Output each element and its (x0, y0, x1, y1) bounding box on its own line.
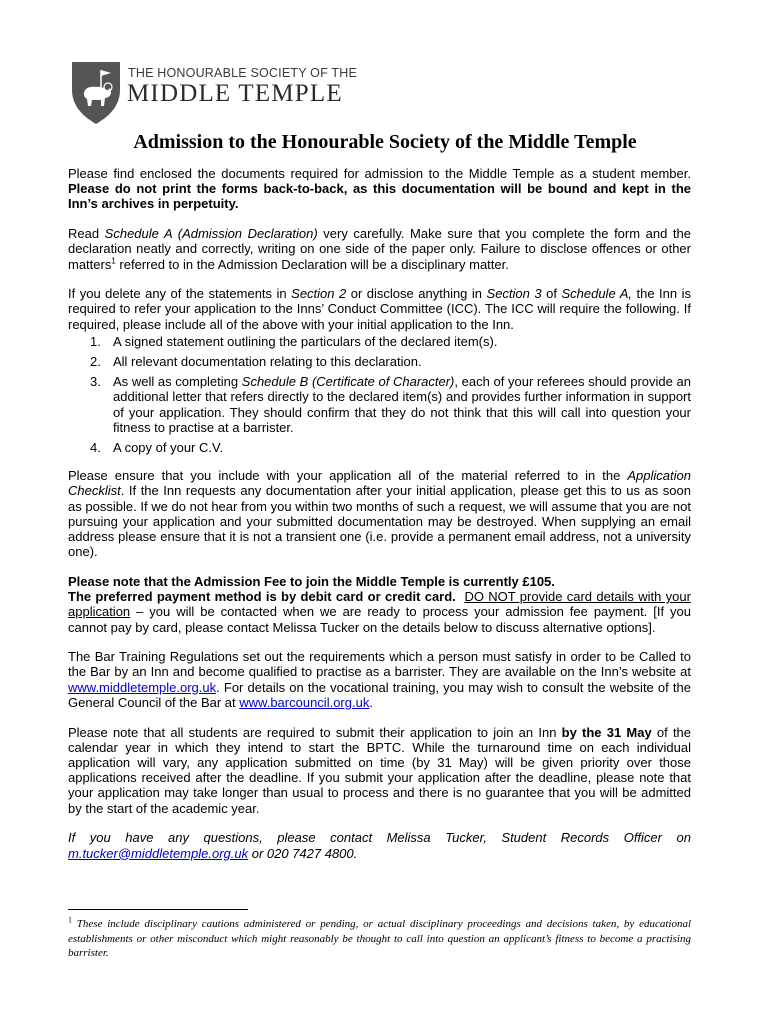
schedule-a-paragraph: Read Schedule A (Admission Declaration) very carefully. Make sure that you complete the form and the declaration neatly and correctly, writing on one side of the paper only. Failure to disclose offences or other matters$^1$ referred to in the Admission Declaration will be a disciplinary matter. (68, 226, 691, 272)
icc-paragraph: If you delete any of the statements in Section 2 or disclose anything in Section 3 of Schedule A, the Inn is required to refer your application to the Inns’ Conduct Committee (ICC). The ICC will require the following. If required, please include all of the above with your initial application to the Inn. (68, 286, 692, 332)
page-title: Admission to the Honourable Society of the Middle Temple (133, 131, 637, 153)
footnote: $^1$ These include disciplinary cautions administered or pending, or actual disciplinary proceedings and decisions taken, by educational establishments or other misconduct which might reasonably be thought to call into question an applicant’s fitness to become a practising barrister. (68, 915, 691, 959)
list-item: 4. A copy of your C.V. (90, 440, 224, 456)
email-link[interactable]: m.tucker@middletemple.org.uk (68, 845, 249, 861)
requirements-list (68, 334, 691, 455)
intro-paragraph: Please find enclosed the documents required for admission to the Middle Temple as a student member. Please do not print the forms back-to-back, as this documentation will be bound and kept in the Inn’s archives in perpetuity. (68, 166, 691, 212)
footnote-divider (68, 909, 248, 910)
org-name-line1: THE HONOURABLE SOCIETY OF THE (128, 66, 357, 80)
checklist-paragraph: Please ensure that you include with your application all of the material referred to in the Application Checklist. If the Inn requests any documentation after your initial application, please get this to us as soon as possible. If we do not hear from you within two months of such a request, we will assume that you are not pursuing your application and your submitted documentation may be destroyed. When supplying an email address please ensure that it is not a transient one (i.e. provide a permanent email address, not a university one). (68, 468, 691, 560)
document-body (68, 166, 691, 875)
lamb-shield-icon (70, 60, 122, 126)
footnote-ref: 1 (111, 256, 116, 266)
header-logo (70, 60, 370, 130)
contact-paragraph: If you have any questions, please contact Melissa Tucker, Student Records Officer on m.tucker@middletemple.org.uk or 020 7427 4800. (68, 830, 691, 861)
bar-council-link[interactable]: www.barcouncil.org.uk (239, 694, 370, 710)
fee-paragraph: Please note that the Admission Fee to join the Middle Temple is currently £105. The preferred payment method is by debit card or credit card. DO NOT provide card details with your application – you will be contacted when we are ready to process your admission fee payment. [If you cannot pay by card, please contact Melissa Tucker on the details below to discuss alternative options]. (68, 573, 691, 635)
deadline-paragraph: Please note that all students are required to submit their application to join an Inn by the 31 May of the calendar year in which they intend to start the BPTC. While the turnaround time on each individual application will vary, any application submitted on time (by 31 May) will be given priority over those applications received after the deadline. If you submit your application after the deadline, please note that your application may take longer than usual to process and there is no guarantee that you will be admitted by the start of the academic year. (68, 724, 692, 816)
list-item: 2. All relevant documentation relating to this declaration. (90, 354, 422, 370)
list-item: 1. A signed statement outlining the particulars of the declared item(s). (90, 333, 498, 349)
regulations-paragraph: The Bar Training Regulations set out the requirements which a person must satisfy in order to be Called to the Bar by an Inn and become qualified to practise as a barrister. They are available on the Inn’s website at www.middletemple.org.uk. For details on the vocational training, you may wish to consult the website of the General Council of the Bar at www.barcouncil.org.uk. (68, 649, 691, 710)
middle-temple-link[interactable]: www.middletemple.org.uk (68, 679, 217, 695)
list-item: 3. As well as completing Schedule B (Certificate of Character), each of your referees should provide an additional letter that refers directly to the declared item(s) and provides further information in support of your application. They should confirm that they do not think that this will call into question your fitness to practise at a barrister. (90, 374, 691, 435)
org-name-line2: MIDDLE TEMPLE (127, 80, 343, 107)
